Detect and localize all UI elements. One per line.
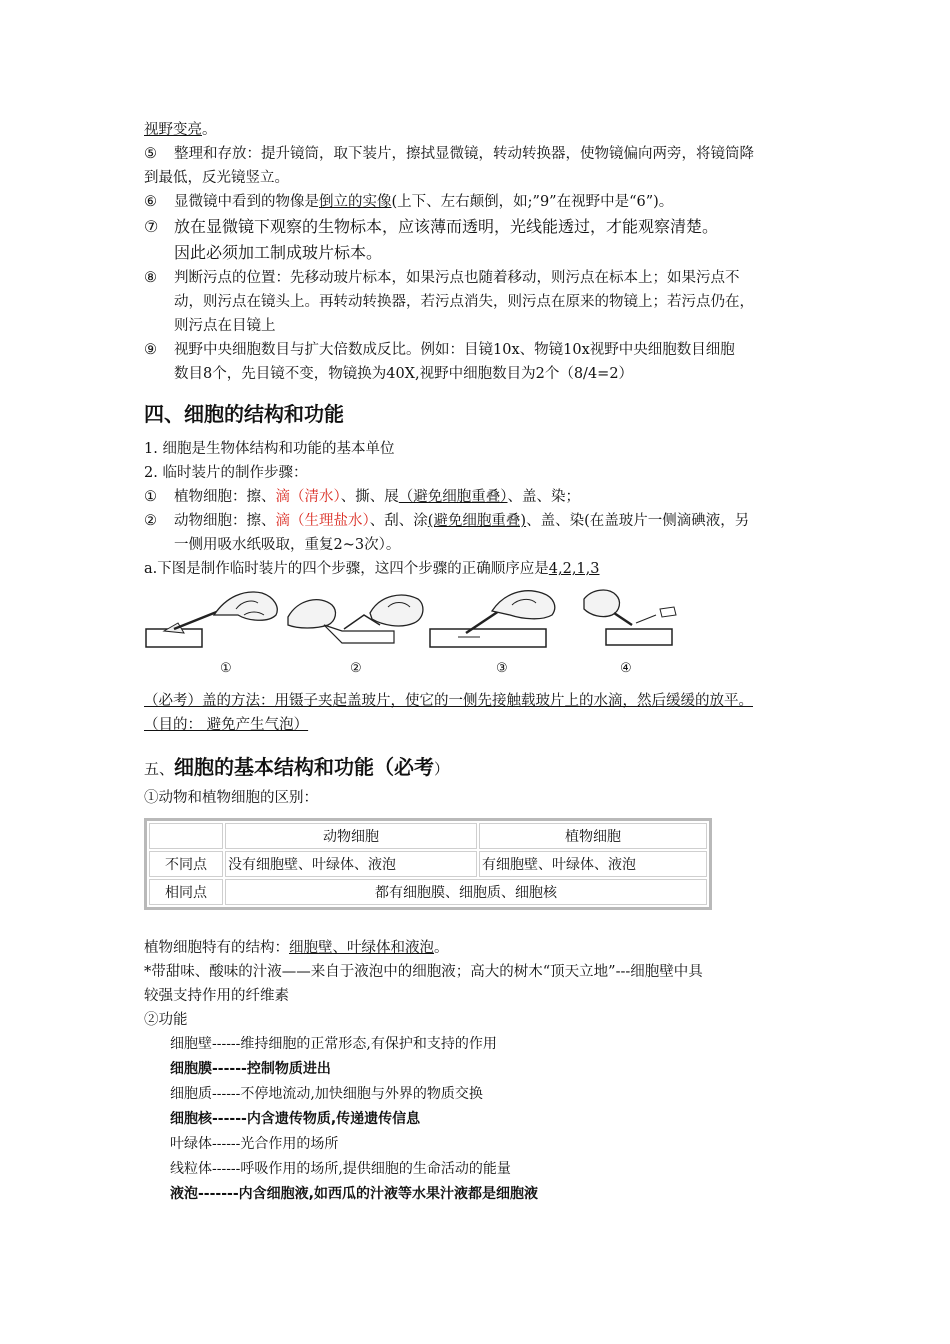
list-item-9 bbox=[144, 338, 824, 386]
table-cell: 都有细胞膜、细胞质、细胞核 bbox=[225, 879, 707, 905]
item-text bbox=[174, 190, 824, 214]
item-text bbox=[174, 266, 824, 338]
plant-unique-end: 。 bbox=[434, 940, 449, 956]
plant-unique-structures: 细胞壁、叶绿体和液泡 bbox=[289, 940, 434, 956]
table-cell bbox=[149, 823, 223, 849]
section-5-suffix: ） bbox=[434, 760, 450, 778]
item-text-line: 动，则污点在镜头上。再转动转换器，若污点消失，则污点在原来的物镜上；若污点仍在， bbox=[174, 294, 754, 310]
list-item-8 bbox=[144, 266, 824, 338]
plant-unique-line bbox=[144, 936, 824, 960]
item-number: ⑤ bbox=[144, 146, 157, 162]
item-text bbox=[174, 214, 824, 266]
steps-mid: 、撕、展 bbox=[340, 489, 399, 505]
top-line-underlined: 视野变亮 bbox=[144, 122, 202, 138]
steps-mid: 、刮、涂 bbox=[369, 513, 428, 529]
item-number: ⑨ bbox=[144, 342, 157, 358]
item-number: ① bbox=[144, 489, 157, 505]
item-text bbox=[174, 338, 824, 386]
item-text-underlined: 倒立的实像 bbox=[319, 194, 392, 210]
question-text: a.下图是制作临时装片的四个步骤，这四个步骤的正确顺序应是 bbox=[144, 561, 549, 577]
steps-underlined: (避免细胞重叠) bbox=[427, 513, 527, 529]
animal-cell-steps bbox=[144, 509, 824, 557]
list-item-6 bbox=[144, 190, 824, 214]
steps-highlight-red: 滴（生理盐水） bbox=[275, 513, 370, 529]
steps-highlight-red: 滴（清水） bbox=[275, 489, 341, 505]
table-row-label: 不同点 bbox=[149, 851, 223, 877]
function-item-nucleus: 细胞核------内含遗传物质,传递遗传信息 bbox=[170, 1111, 421, 1127]
section-4-point-1: 1. 细胞是生物体结构和功能的基本单位 bbox=[144, 441, 395, 457]
function-item-mitochondria: 线粒体------呼吸作用的场所,提供细胞的生命活动的能量 bbox=[170, 1161, 511, 1177]
step-4-illustration bbox=[564, 585, 694, 661]
steps-pre: 动物细胞：擦、 bbox=[174, 513, 276, 529]
step-label-4: ④ bbox=[620, 661, 632, 676]
item-text-line: 判断污点的位置：先移动玻片标本，如果污点也随着移动，则污点在标本上；如果污点不 bbox=[174, 270, 740, 286]
step-2-illustration bbox=[284, 585, 429, 661]
table-row bbox=[149, 879, 707, 905]
question-answer: 4,2,1,3 bbox=[548, 561, 600, 577]
item-text bbox=[174, 142, 824, 166]
table-header-plant: 植物细胞 bbox=[479, 823, 707, 849]
plant-cell-steps bbox=[144, 485, 824, 509]
cover-method-note: （必考）盖的方法：用镊子夹起盖玻片，使它的一侧先接触载玻片上的水滴，然后缓缓的放平。 bbox=[144, 693, 753, 709]
list-item-7 bbox=[144, 214, 824, 266]
item-number: ⑥ bbox=[144, 194, 157, 210]
section-5-title: 细胞的基本结构和功能（必考 bbox=[174, 755, 435, 779]
table-cell: 没有细胞壁、叶绿体、液泡 bbox=[225, 851, 477, 877]
step-1-illustration bbox=[144, 585, 284, 661]
section-5-prefix: 五、 bbox=[144, 760, 175, 778]
step-3-illustration bbox=[428, 585, 568, 661]
steps-post: 、盖、染(在盖玻片一侧滴碘液，另 bbox=[526, 513, 750, 529]
item-text bbox=[174, 485, 824, 509]
step-label-1: ① bbox=[220, 661, 232, 676]
function-item-cytoplasm: 细胞质------不停地流动,加快细胞与外界的物质交换 bbox=[170, 1086, 483, 1102]
item-text-line: 因此必须加工制成玻片标本。 bbox=[174, 243, 383, 262]
table-row bbox=[149, 823, 707, 849]
cell-comparison-table bbox=[144, 818, 712, 910]
section-4-point-2: 2. 临时装片的制作步骤： bbox=[144, 465, 308, 481]
table-cell: 有细胞壁、叶绿体、液泡 bbox=[479, 851, 707, 877]
function-list bbox=[144, 1032, 824, 1207]
top-line-end: 。 bbox=[202, 122, 217, 138]
function-item-cell-membrane: 细胞膜------控制物质进出 bbox=[170, 1061, 331, 1077]
item-text-line: 整理和存放：提升镜筒，取下装片，擦拭显微镜，转动转换器，使物镜偏向两旁，将镜筒降 bbox=[174, 146, 754, 162]
item-5-continuation: 到最低，反光镜竖立。 bbox=[144, 170, 289, 186]
plant-unique-pre: 植物细胞特有的结构： bbox=[144, 940, 289, 956]
section-4-heading: 四、细胞的结构和功能 bbox=[144, 402, 344, 426]
item-number: ⑦ bbox=[144, 217, 159, 236]
document-content bbox=[144, 118, 824, 1207]
item-text-post: (上下、左右颠倒，如;”9”在视野中是“6”)。 bbox=[391, 194, 674, 210]
function-item-chloroplast: 叶绿体------光合作用的场所 bbox=[170, 1136, 339, 1152]
item-number: ⑧ bbox=[144, 270, 157, 286]
steps-underlined: （避免细胞重叠） bbox=[398, 489, 508, 505]
table-row-label: 相同点 bbox=[149, 879, 223, 905]
function-item-cell-wall: 细胞壁------维持细胞的正常形态,有保护和支持的作用 bbox=[170, 1036, 497, 1052]
step-label-3: ③ bbox=[496, 661, 508, 676]
section-5-subheading-2: ②功能 bbox=[144, 1012, 188, 1028]
item-text-pre: 显微镜中看到的物像是 bbox=[174, 194, 319, 210]
slide-steps-figure bbox=[144, 585, 820, 685]
item-text bbox=[174, 509, 824, 557]
top-line bbox=[144, 118, 824, 142]
item-number: ② bbox=[144, 513, 157, 529]
table-header-animal: 动物细胞 bbox=[225, 823, 477, 849]
item-text-line: 则污点在目镜上 bbox=[174, 318, 276, 334]
question-line bbox=[144, 557, 824, 581]
juice-note-line-2: 较强支持作用的纤维素 bbox=[144, 988, 289, 1004]
list-item-5 bbox=[144, 142, 824, 166]
section-5-subheading-1: ①动物和植物细胞的区别： bbox=[144, 790, 318, 806]
steps-pre: 植物细胞：擦、 bbox=[174, 489, 276, 505]
table-row bbox=[149, 851, 707, 877]
item-text-line: 放在显微镜下观察的生物标本，应该薄而透明，光线能透过，才能观察清楚。 bbox=[174, 217, 719, 236]
function-item-vacuole: 液泡-------内含细胞液,如西瓜的汁液等水果汁液都是细胞液 bbox=[170, 1186, 538, 1202]
item-text-line: 数目8个，先目镜不变，物镜换为40X,视野中细胞数目为2个（8/4=2） bbox=[174, 366, 634, 382]
steps-continuation: 一侧用吸水纸吸取，重复2~3次）。 bbox=[174, 537, 401, 553]
cover-method-purpose: （目的： 避免产生气泡） bbox=[144, 717, 309, 733]
item-text-line: 视野中央细胞数目与扩大倍数成反比。例如：目镜10x、物镜10x视野中央细胞数目细胞 bbox=[174, 342, 735, 358]
juice-note-line-1: *带甜味、酸味的汁液——来自于液泡中的细胞液；高大的树木“顶天立地”---细胞壁中具 bbox=[144, 964, 703, 980]
section-5-heading bbox=[144, 751, 824, 780]
step-label-2: ② bbox=[350, 661, 362, 676]
steps-post: 、盖、染； bbox=[507, 489, 580, 505]
